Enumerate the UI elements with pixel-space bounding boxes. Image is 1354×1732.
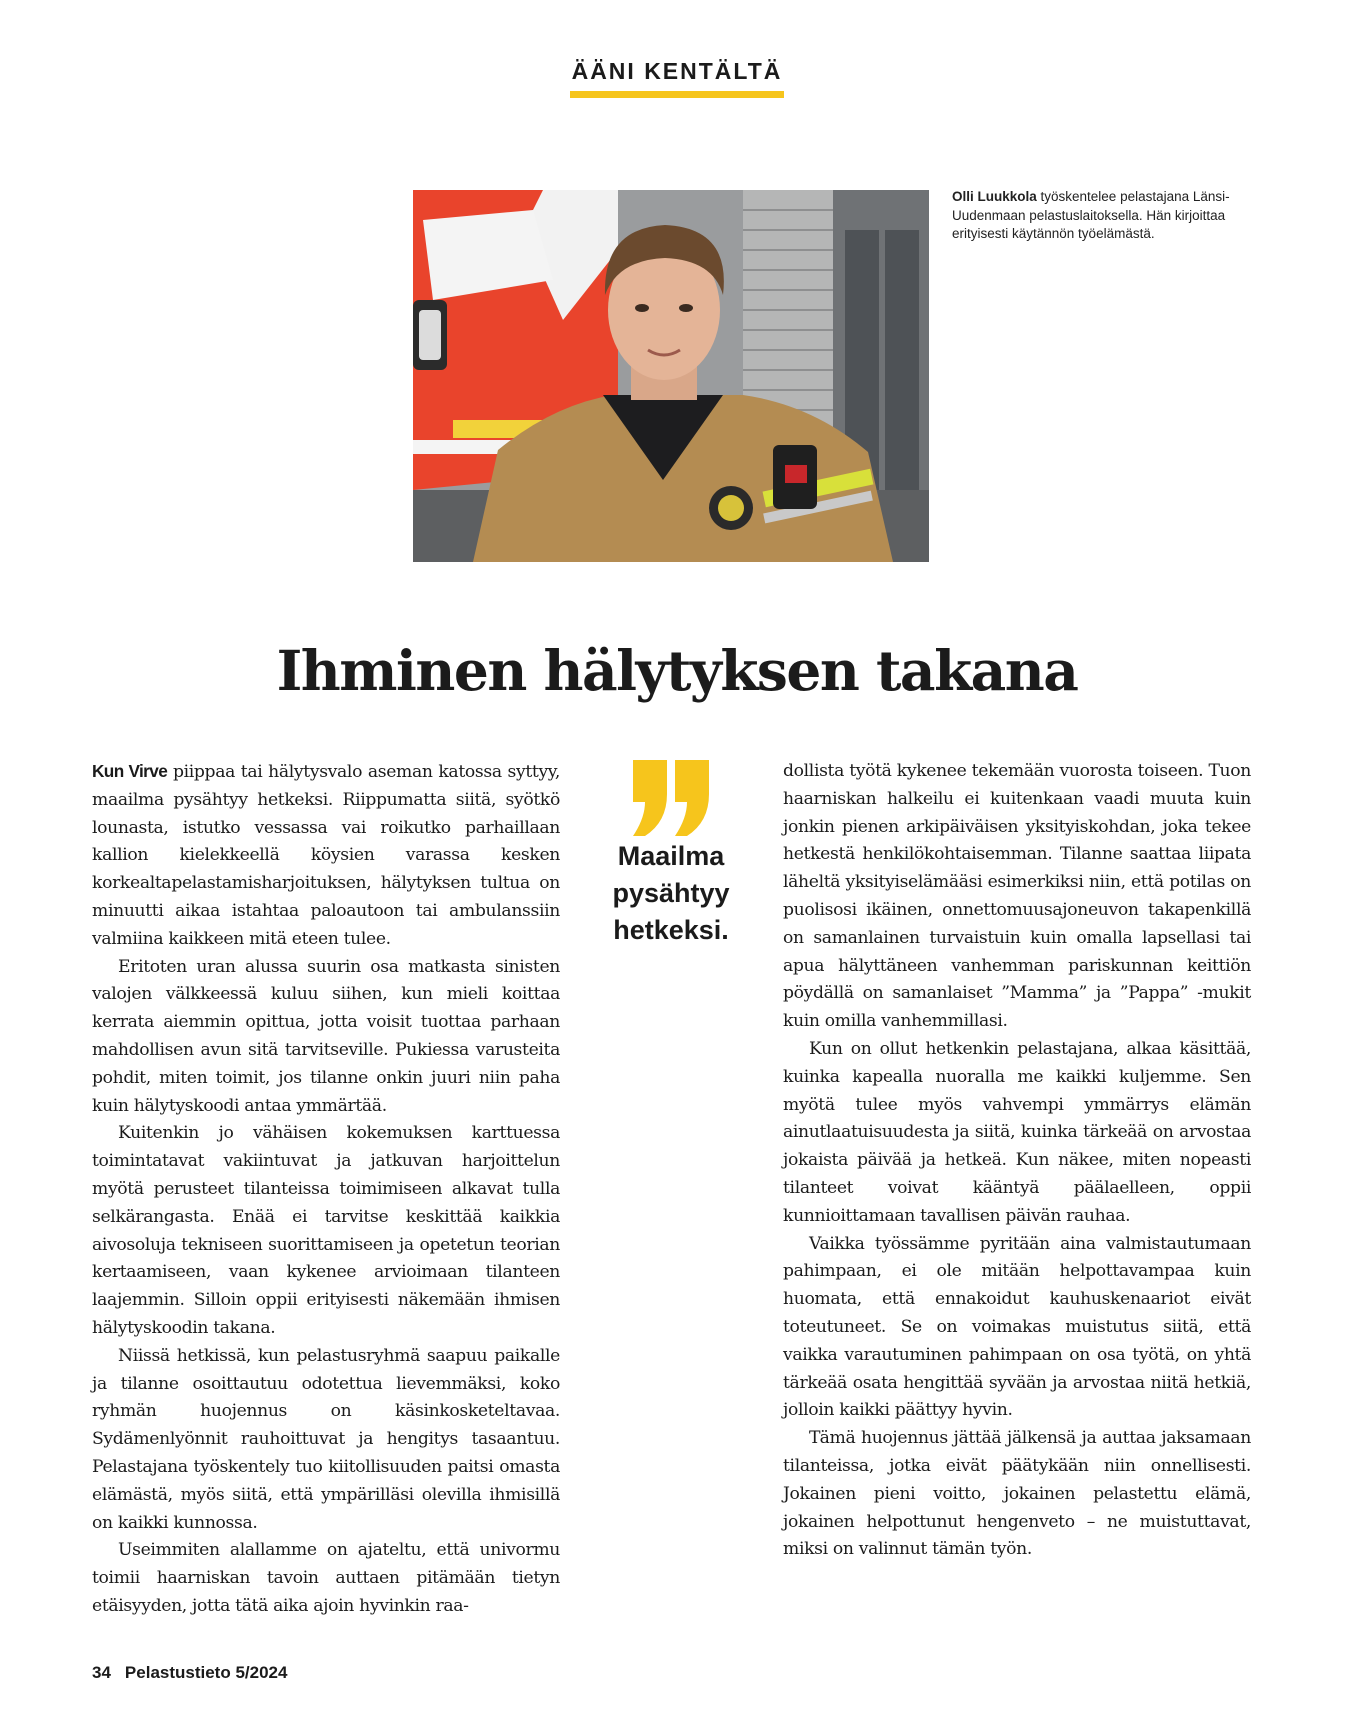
caption-author-name: Olli Luukkola [952, 189, 1037, 204]
article-paragraph: Tämä huojennus jättää jälkensä ja auttaa jaksamaan tilanteissa, jotka eivät päätykään niin onnellisesti. Jokainen pieni voitto, jokainen pelastettu elämä, jokainen helpottunut hengenveto – ne muistuttavat, miksi on valinnut tämän työn. [783, 1428, 1251, 1560]
pull-quote [596, 760, 746, 949]
article-paragraph: Useimmiten alallamme on ajateltu, että univormu toimii haarniskan tavoin auttaen pitämään tietyn etäisyyden, jotta tätä aika ajoin hyvinkin raa- [92, 1540, 560, 1616]
author-photo [413, 190, 929, 562]
pull-quote-text: Maailma pysähtyy hetkeksi. [612, 841, 730, 945]
page-footer [92, 1663, 287, 1683]
publication-name: Pelastustieto 5/2024 [124, 1663, 288, 1682]
section-label-text: ÄÄNI KENTÄLTÄ [570, 58, 785, 98]
article-column-right [783, 758, 1251, 1564]
photo-caption [952, 188, 1252, 244]
page-number: 34 [92, 1663, 111, 1682]
firefighter-portrait-illustration [413, 190, 929, 562]
caption-text: työskentelee pelastajana Länsi-Uudenmaan pelastuslaitoksella. Hän kirjoittaa erityisesti käytännön työelämästä. [952, 189, 1230, 241]
article-paragraph: Vaikka työssämme pyritään aina valmistautumaan pahimpaan, ei ole mitään helpottavampaa kuin huomata, että ennakoidut kauhuskenaariot eivät toteutuneet. Se on voimakas muistutus siitä, että vaikka varautuminen pahimpaan on osa työtä, on yhtä tärkeää osata hengittää syvään ja arvostaa niitä hetkiä, jolloin kaikki päättyy hyvin. [783, 1233, 1251, 1421]
article-headline: Ihminen hälytyksen takana [276, 638, 1078, 703]
article-paragraph-text: piippaa tai hälytysvalo aseman katossa syttyy, maailma pysähtyy hetkeksi. Riippumatta siitä, syötkö lounasta, istutko vessassa vai roikutko parhaillaan kallion kielekkeellä köysien varassa kesken korkealtapelastamisharjoituksen, hälytyksen tultua on minuutti aikaa istahtaa paloautoon tai ambulanssiin valmiina kaikkeen mitä eteen tulee. [92, 762, 560, 949]
article-column-left [92, 758, 560, 1621]
article-lead-in: Kun Virve [92, 761, 168, 781]
article-paragraph [92, 758, 560, 954]
section-label [0, 58, 1354, 98]
quote-mark-icon [623, 760, 719, 836]
article-paragraph: Eritoten uran alussa suurin osa matkasta sinisten valojen välkkeessä kuluu siihen, kun mieli koittaa kerrata aiemmin opittua, jotta voisit tuottaa parhaan mahdollisen avun sitä tarvitseville. Pukiessa varusteita pohdit, miten toimit, jos tilanne onkin juuri niin paha kuin hälytyskoodi antaa ymmärtää. [92, 956, 560, 1116]
article-paragraph: Kun on ollut hetkenkin pelastajana, alkaa käsittää, kuinka kapealla nuoralla me kaikki kuljemme. Sen myötä tulee myös vahvempi ymmärrys elämän ainutlaatuisuudesta ja siitä, kuinka tärkeää on arvostaa jokaista päivää ja hetkeä. Kun näkee, miten nopeasti tilanteet voivat kääntyä päälaelleen, oppii kunnioittamaan tavallisen päivän rauhaa. [783, 1038, 1251, 1226]
article-paragraph: Kuitenkin jo vähäisen kokemuksen karttuessa toimintatavat vakiintuvat ja jatkuvan harjoittelun myötä perusteet tilanteissa toimimiseen alkavat tulla selkärangasta. Enää ei tarvitse keskittää kaikkia aivosoluja tekniseen suorittamiseen ja opetetun teorian kertaamiseen, vaan kykenee arvioimaan tilanteen laajemmin. Silloin oppii erityisesti näkemään ihmisen hälytyskoodin takana. [92, 1123, 560, 1338]
article-paragraph: Niissä hetkissä, kun pelastusryhmä saapuu paikalle ja tilanne osoittautuu odotettua lievemmäksi, koko ryhmän huojennus on käsinkosketeltavaa. Sydämenlyönnit rauhoittuvat ja hengitys tasaantuu. Pelastajana työskentely tuo kiitollisuuden paitsi omasta elämästä, myös siitä, että ympärilläsi olevilla ihmisillä on kaikki kunnossa. [92, 1345, 560, 1533]
article-paragraph: dollista työtä kykenee tekemään vuorosta toiseen. Tuon haarniskan halkeilu ei kuitenkaan vaadi muuta kuin jonkin pienen arkipäiväisen yksityiskohdan, joka tekee hetkestä henkilökohtaisemman. Tilanne saattaa liipata läheltä yksityiselämääsi esimerkiksi niin, että potilas on puolisosi ikäinen, onnettomuusajoneuvon takapenkillä on samanlainen turvaistuin kuin omalla lapsellasi tai apua hälyttäneen vanhemman pariskunnan keittiön pöydällä on samanlaiset ”Mamma” ja ”Pappa” -mukit kuin omilla vanhemmillasi. [783, 761, 1251, 1032]
